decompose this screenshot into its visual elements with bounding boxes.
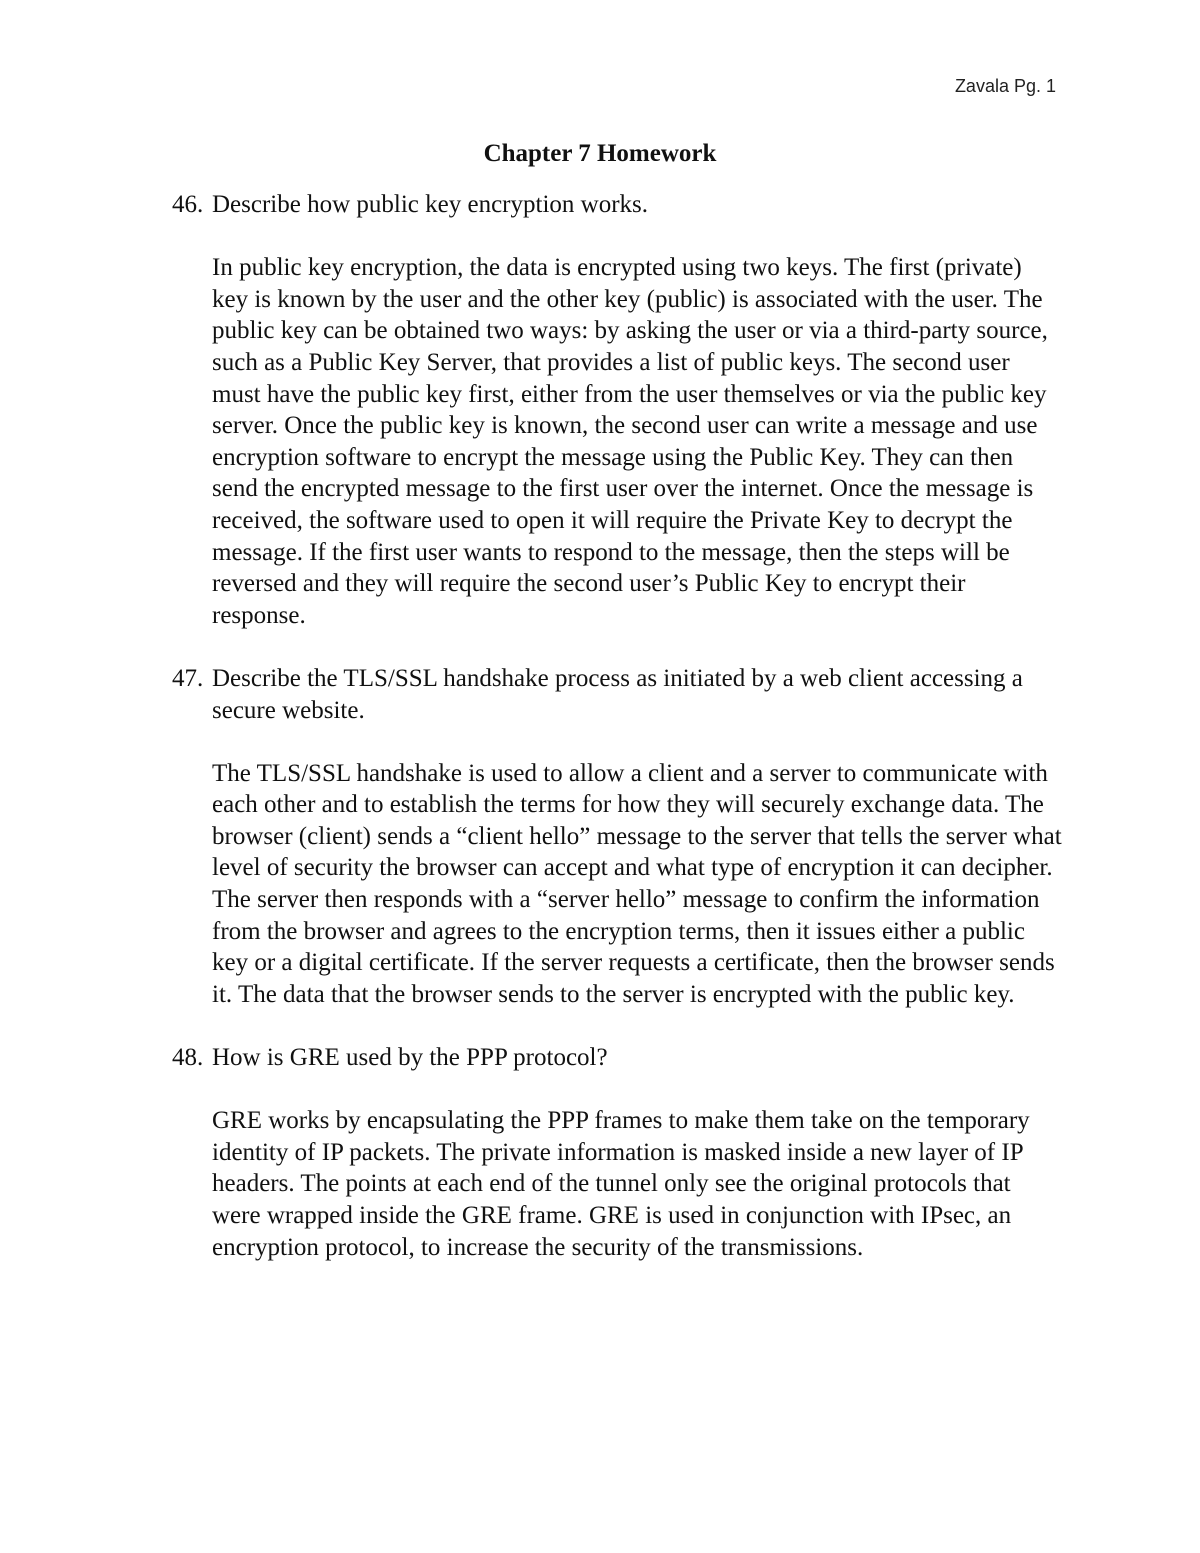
- question-number: 46.: [172, 191, 204, 218]
- page-header: Zavala Pg. 1: [954, 76, 1056, 96]
- question-46: [172, 189, 1062, 221]
- question-47: [172, 663, 1062, 726]
- answer-48: GRE works by encapsulating the PPP frames to make them take on the temporary identity of IP packets. The private information is masked inside a new layer of IP headers. The points at each end of the tunnel only see the original protocols that were wrapped inside the GRE frame. GRE is used in conjunction with IPsec, an encryption protocol, to increase the security of the transmissions.: [212, 1107, 1030, 1261]
- page-title: Chapter 7 Homework: [483, 140, 717, 167]
- question-text: Describe the TLS/SSL handshake process as initiated by a web client accessing a secure website.: [212, 664, 1023, 724]
- question-48: [172, 1042, 1062, 1074]
- homework-content: [172, 189, 1062, 1263]
- question-number: 48.: [172, 1044, 204, 1072]
- question-text: How is GRE used by the PPP protocol?: [212, 1044, 608, 1072]
- question-text: Describe how public key encryption works.: [212, 191, 648, 218]
- answer-47: The TLS/SSL handshake is used to allow a client and a server to communicate with each other and to establish the terms for how they will securely exchange data. The browser (client) sends a “client hello” message to the server that tells the server what level of security the browser can accept and what type of encryption it can decipher. The server then responds with a “server hello” message to confirm the information from the browser and agrees to the encryption terms, then it issues either a public key or a digital certificate. If the server requests a certificate, then the browser sends it. The data that the browser sends to the server is encrypted with the public key.: [212, 759, 1062, 1008]
- question-number: 47.: [172, 664, 204, 692]
- answer-46: In public key encryption, the data is encrypted using two keys. The first (private) key is known by the user and the other key (public) is associated with the user. The public key can be obtained two ways: by asking the user or via a third-party source, such as a Public Key Server, that provides a list of public keys. The second user must have the public key first, either from the user themselves or via the public key server. Once the public key is known, the second user can write a message and use encryption software to encrypt the message using the Public Key. They can then send the encrypted message to the first user over the internet. Once the message is received, the software used to open it will require the Private Key to decrypt the message. If the first user wants to respond to the message, then the steps will be reversed and they will require the second user’s Public Key to encrypt their response.: [212, 254, 1048, 629]
